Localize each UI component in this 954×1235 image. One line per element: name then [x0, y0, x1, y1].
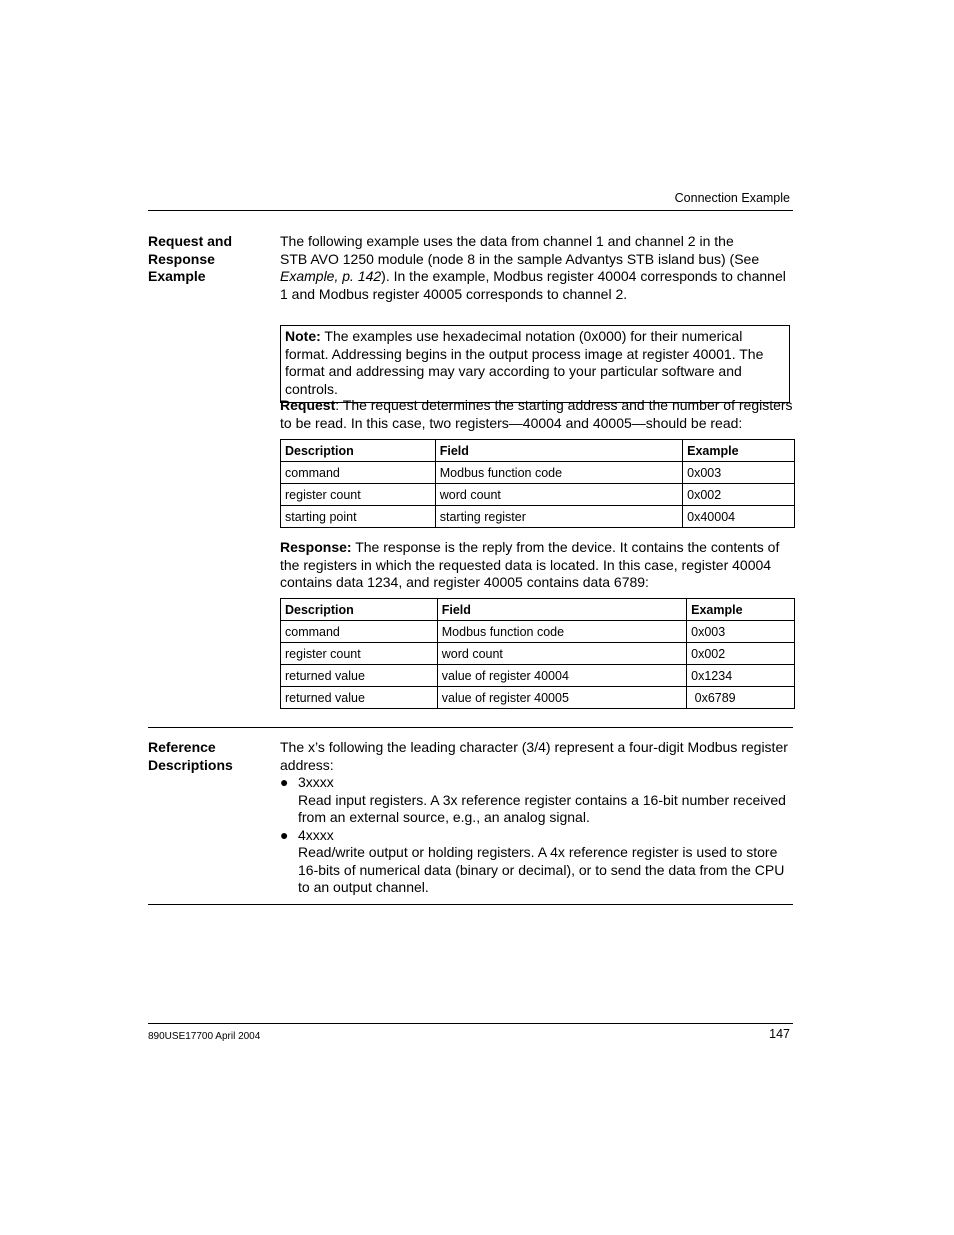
column-header: Description	[281, 599, 438, 621]
column-header: Field	[437, 599, 686, 621]
table-row	[281, 643, 795, 665]
table-cell: value of register 40004	[437, 665, 686, 687]
table-cell: 0x003	[683, 462, 795, 484]
table-row	[281, 462, 795, 484]
table-cell: value of register 40005	[437, 687, 686, 709]
list-item-title: 3xxxx	[298, 774, 334, 790]
section-end-rule	[148, 904, 793, 905]
table-row	[281, 484, 795, 506]
section-heading-line: Reference	[148, 739, 216, 755]
footer-doc-id: 890USE17700 April 2004	[148, 1031, 261, 1042]
intro-paragraph	[280, 233, 794, 303]
table-cell: returned value	[281, 687, 438, 709]
list-item	[280, 774, 794, 827]
table-cell: 0x002	[683, 484, 795, 506]
list-item-text: Read input registers. A 3x reference register contains a 16-bit number received from an external source, e.g., an analog signal.	[298, 791, 786, 825]
reference-intro: The x’s following the leading character (3/4) represent a four-digit Modbus register address:	[280, 739, 788, 773]
table-cell: command	[281, 462, 436, 484]
table-cell: returned value	[281, 665, 438, 687]
response-label: Response:	[280, 539, 352, 555]
intro-line-2: STB AVO 1250 module (node 8 in the sample Advantys STB island bus) (See	[280, 250, 760, 267]
page-number: 147	[769, 1027, 790, 1041]
column-header: Example	[687, 599, 795, 621]
request-label: Request	[280, 397, 336, 413]
section-heading-reference	[148, 739, 268, 774]
note-text: The examples use hexadecimal notation (0x000) for their numerical format. Addressing begins in the output process image at register 40001. The format and addressing may vary according to your particular software and controls.	[285, 328, 764, 397]
column-header: Field	[435, 440, 682, 462]
table-cell: word count	[435, 484, 682, 506]
table-cell: Modbus function code	[437, 621, 686, 643]
request-table	[280, 439, 795, 528]
response-paragraph	[280, 539, 794, 592]
table-cell: starting point	[281, 506, 436, 528]
bullet-icon: ●	[280, 826, 289, 843]
table-cell: 0x002	[687, 643, 795, 665]
running-header-title: Connection Example	[674, 191, 790, 205]
reference-body	[280, 739, 794, 897]
list-item-title: 4xxxx	[298, 826, 334, 843]
table-row	[281, 687, 795, 709]
bullet-icon: ●	[280, 774, 289, 790]
response-text: The response is the reply from the device. It contains the contents of the registers in which the requested data is located. In this case, register 40004 contains data 1234, and register 40005 contains data 6789:	[280, 539, 780, 590]
table-cell: register count	[281, 643, 438, 665]
cross-reference: Example, p. 142	[280, 268, 382, 284]
section-divider	[148, 727, 793, 728]
table-cell: 0x1234	[687, 665, 795, 687]
table-cell: command	[281, 621, 438, 643]
header-rule	[148, 210, 793, 211]
footer-rule	[148, 1023, 793, 1024]
table-cell: 0x40004	[683, 506, 795, 528]
table-cell: word count	[437, 643, 686, 665]
table-cell: starting register	[435, 506, 682, 528]
table-cell: Modbus function code	[435, 462, 682, 484]
note-label: Note:	[285, 328, 321, 344]
request-text: : The request determines the starting address and the number of registers to be read. In this case, two registers—40004 and 40005—should be read:	[280, 397, 793, 431]
response-table	[280, 598, 795, 709]
table-header-row	[281, 599, 795, 621]
request-paragraph	[280, 397, 794, 432]
column-header: Description	[281, 440, 436, 462]
table-cell: 0x003	[687, 621, 795, 643]
section-heading-line: Response	[148, 250, 215, 267]
section-heading-line: Example	[148, 268, 206, 284]
section-heading-line: Request and	[148, 233, 233, 249]
intro-line-1: The following example uses the data from channel 1 and channel 2 in the	[280, 233, 734, 249]
list-item-text: Read/write output or holding registers. A 4x reference register is used to store 16-bits of numerical data (binary or decimal), or to send the data from the CPU to an output channel.	[298, 844, 785, 895]
table-cell: 0x6789	[687, 687, 795, 709]
table-cell: register count	[281, 484, 436, 506]
list-item	[280, 827, 794, 897]
intro-after-xref: ). In the example, Modbus register 40004 corresponds to channel 1 and Modbus register 40005 corresponds to channel 2.	[280, 268, 786, 302]
section-heading-request-response	[148, 233, 268, 286]
table-row	[281, 665, 795, 687]
note-box	[280, 325, 790, 403]
reference-list	[280, 774, 794, 897]
table-row	[281, 621, 795, 643]
intro-rest	[280, 268, 794, 303]
table-header-row	[281, 440, 795, 462]
column-header: Example	[683, 440, 795, 462]
section-heading-line: Descriptions	[148, 756, 233, 773]
table-row	[281, 506, 795, 528]
